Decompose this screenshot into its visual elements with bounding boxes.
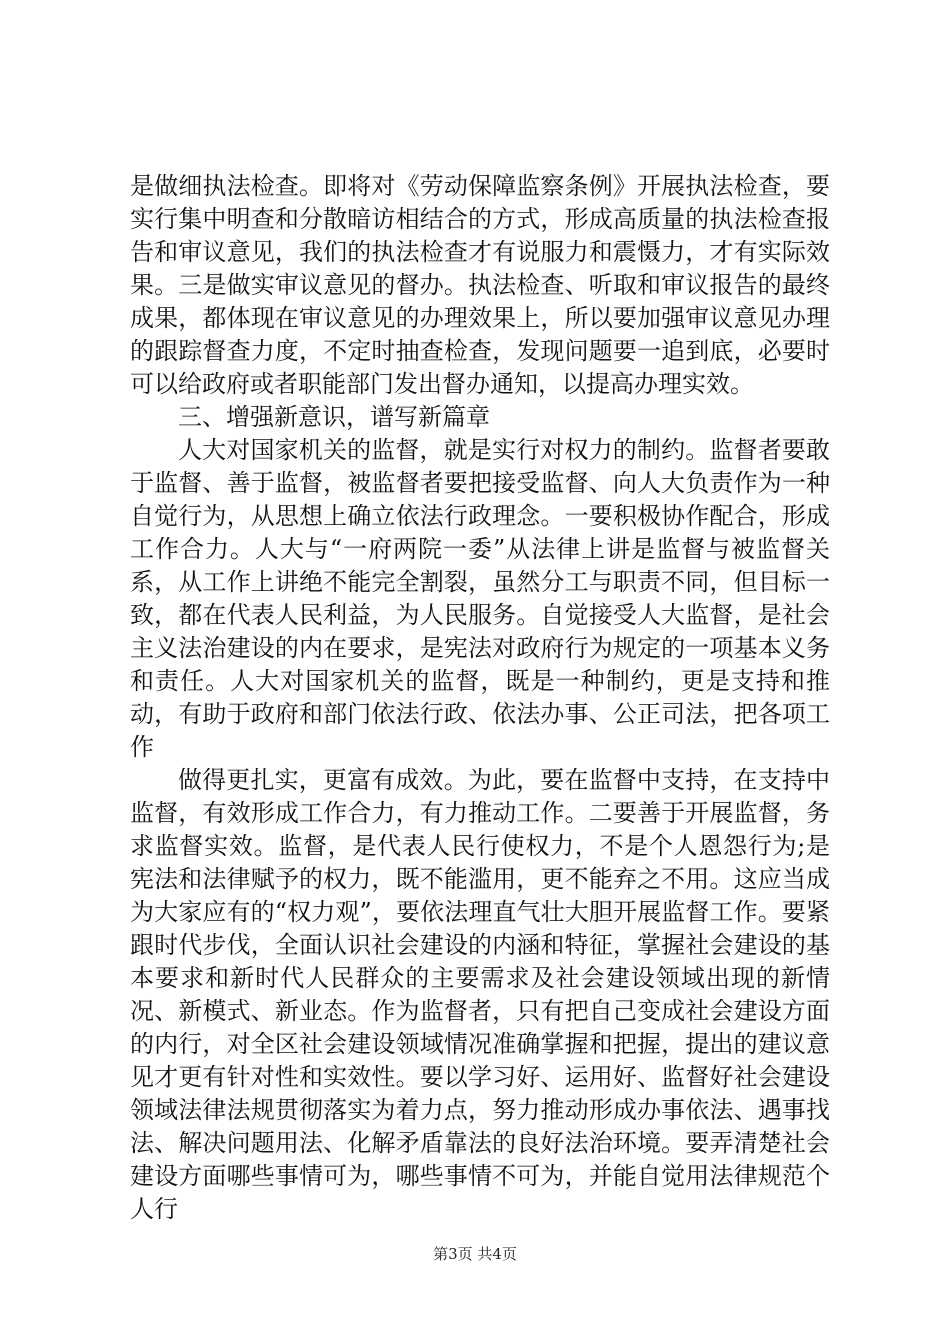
paragraph-2: 人大对国家机关的监督，就是实行对权力的制约。监督者要敢于监督、善于监督，被监督者要把接受监督、向人大负责作为一种自觉行为，从思想上确立依法行政理念。一要积极协作配合，形成工作合力。人大与“一府两院一委”从法律上讲是监督与被监督关系，从工作上讲绝不能完全割裂，虽然分工与职责不同，但目标一致，都在代表人民利益，为人民服务。自觉接受人大监督，是社会主义法治建设的内在要求，是宪法对政府行为规定的一项基本义务和责任。人大对国家机关的监督，既是一种制约，更是支持和推动，有助于政府和部门依法行政、依法办事、公正司法，把各项工作 [130,436,830,761]
section-heading: 三、增强新意识，谱写新篇章 [178,403,490,431]
paragraph-3: 做得更扎实，更富有成效。为此，要在监督中支持，在支持中监督，有效形成工作合力，有力推动工作。二要善于开展监督，务求监督实效。监督，是代表人民行使权力，不是个人恩怨行为;是宪法和法律赋予的权力，既不能滥用，更不能弃之不用。这应当成为大家应有的“权力观”，要依法理直气壮大胆开展监督工作。要紧跟时代步伐，全面认识社会建设的内涵和特征，掌握社会建设的基本要求和新时代人民群众的主要需求及社会建设领域出现的新情况、新模式、新业态。作为监督者，只有把自己变成社会建设方面的内行，对全区社会建设领域情况准确掌握和把握，提出的建议意见才更有针对性和实效性。要以学习好、运用好、监督好社会建设领域法律法规贯彻落实为着力点，努力推动形成办事依法、遇事找法、解决问题用法、化解矛盾靠法的良好法治环境。要弄清楚社会建设方面哪些事情可为，哪些事情不可为，并能自觉用法律规范个人行 [130,766,830,1223]
document-body [130,170,830,1226]
paragraph-1: 是做细执法检查。即将对《劳动保障监察条例》开展执法检查，要实行集中明查和分散暗访相结合的方式，形成高质量的执法检查报告和审议意见，我们的执法检查才有说服力和震慑力，才有实际效果。三是做实审议意见的督办。执法检查、听取和审议报告的最终成果，都体现在审议意见的办理效果上，所以要加强审议意见办理的跟踪督查力度，不定时抽查检查，发现问题要一追到底，必要时可以给政府或者职能部门发出督办通知，以提高办理实效。 [130,172,830,398]
page-number-footer: 第3页 共4页 [433,1245,517,1263]
